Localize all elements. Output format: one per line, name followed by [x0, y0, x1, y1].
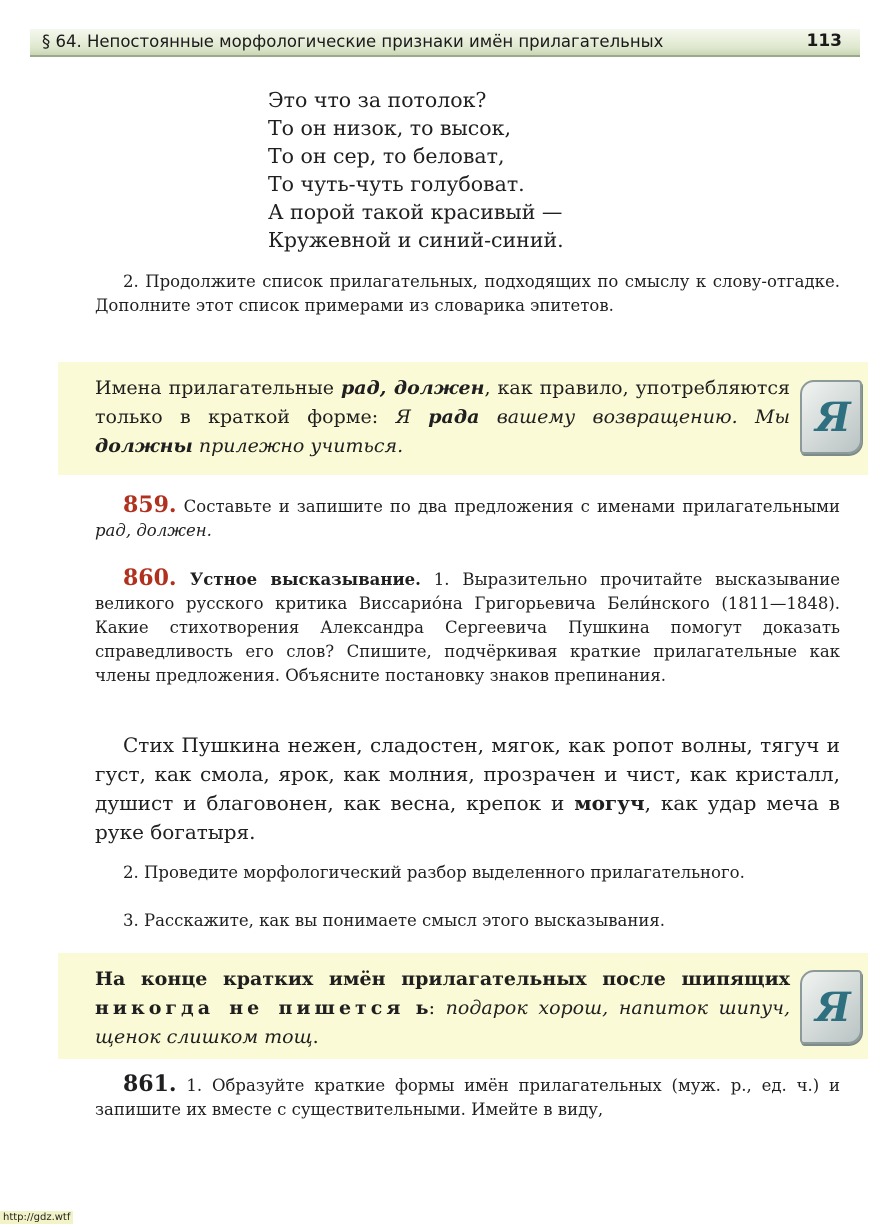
- rule-badge-icon: Я: [800, 970, 862, 1044]
- exercise-859: 859. Составьте и запишите по два предложения с именами прилагательными рад, должен.: [95, 492, 840, 540]
- task-2-text: 2. Продолжите список прилагательных, подходящих по смыслу к слову-отгадке. Дополните этот список примерами из словарика эпитетов.: [95, 272, 840, 315]
- poem-line: Это что за потолок?: [268, 88, 487, 112]
- rule-2-text: На конце кратких имён прилагательных после шипящих никогда не пишется ь: подарок хорош, напиток шипуч, щенок слишком тощ.: [95, 968, 790, 1048]
- task-860-3: 3. Расскажите, как вы понимаете смысл этого высказывания.: [123, 911, 666, 930]
- poem-line: Кружевной и синий-синий.: [268, 228, 564, 252]
- page-header: [30, 29, 860, 57]
- exercise-number: 861.: [123, 1071, 177, 1097]
- poem: [268, 86, 564, 254]
- poem-line: То он сер, то беловат,: [268, 144, 505, 168]
- poem-line: То чуть-чуть голубоват.: [268, 172, 525, 196]
- belinsky-quote: Стих Пушкина нежен, сладостен, мягок, как ропот волны, тягуч и густ, как смола, ярок, как молния, прозрачен и чист, как кристалл, душист и благовонен, как весна, крепок и могуч, как удар меча в руке богатыря.: [95, 733, 840, 844]
- rule-1-text: Имена прилагательные рад, должен, как правило, употребляются только в краткой форме: Я рада вашему возвращению. Мы должны прилежно учиться.: [95, 377, 790, 457]
- task-860-2: 2. Проведите морфологический разбор выделенного прилагательного.: [123, 863, 745, 882]
- poem-line: То он низок, то высок,: [268, 116, 511, 140]
- poem-line: А порой такой красивый —: [268, 200, 563, 224]
- page-number: 113: [806, 31, 842, 51]
- exercise-number: 859.: [123, 492, 177, 518]
- exercise-861: 861. 1. Образуйте краткие формы имён прилагательных (муж. р., ед. ч.) и запишите их вместе с существительными. Имейте в виду,: [95, 1071, 840, 1119]
- exercise-number: 860.: [123, 565, 177, 591]
- rule-badge-icon: Я: [800, 380, 862, 454]
- source-watermark: http://gdz.wtf: [0, 1211, 73, 1224]
- exercise-860: 860. Устное высказывание. 1. Выразительно прочитайте высказывание великого русского критика Виссарио́на Григорьевича Бели́нского (1811—1848). Какие стихотворения Александра Сергеевича Пушкина помогут доказать справедливость его слов? Спишите, подчёркивая краткие прилагательные как члены предложения. Объясните постановку знаков препинания.: [95, 565, 841, 685]
- section-title: § 64. Непостоянные морфологические признаки имён прилагательных: [42, 32, 664, 51]
